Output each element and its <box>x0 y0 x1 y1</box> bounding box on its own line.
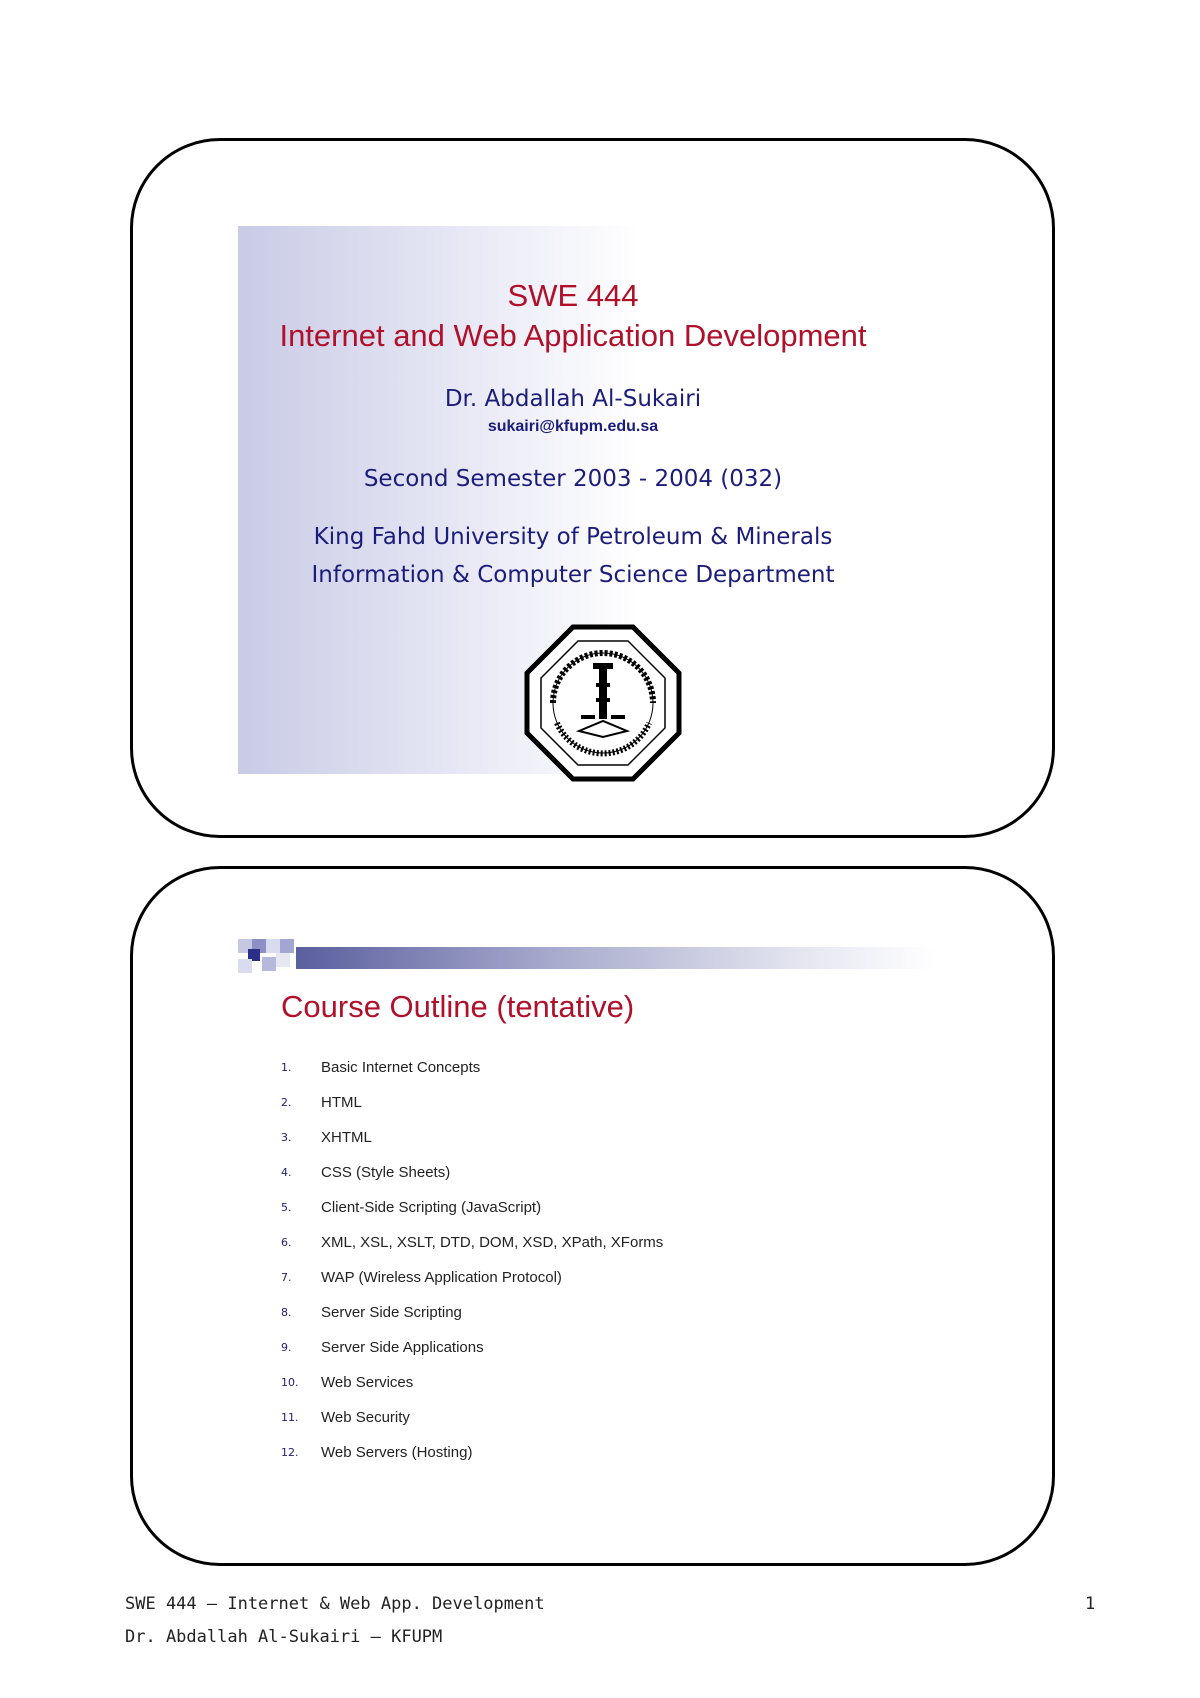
instructor-email: sukairi@kfupm.edu.sa <box>487 418 659 435</box>
slide-2-frame <box>130 866 1055 1566</box>
list-text: WAP (Wireless Application Protocol) <box>321 1269 562 1286</box>
list-text: Web Servers (Hosting) <box>321 1444 473 1461</box>
list-text: CSS (Style Sheets) <box>321 1164 451 1181</box>
list-number: 2. <box>281 1096 292 1109</box>
outline-title: Course Outline (tentative) <box>281 989 635 1024</box>
list-text: XHTML <box>321 1129 372 1146</box>
deco-square <box>280 939 294 953</box>
deco-square <box>276 953 290 967</box>
list-text: Server Side Applications <box>321 1339 484 1356</box>
list-number: 1. <box>281 1061 292 1074</box>
university-name: King Fahd University of Petroleum & Minerals <box>313 524 833 550</box>
semester: Second Semester 2003 - 2004 (032) <box>363 466 783 492</box>
list-number: 7. <box>281 1271 292 1284</box>
course-code: SWE 444 <box>507 278 639 313</box>
list-number: 11. <box>281 1411 299 1424</box>
list-text: XML, XSL, XSLT, DTD, DOM, XSD, XPath, XForms <box>321 1234 664 1251</box>
department-name: Information & Computer Science Department <box>311 562 835 588</box>
list-number: 6. <box>281 1236 292 1249</box>
list-number: 4. <box>281 1166 292 1179</box>
header-gradient-bar <box>296 947 936 969</box>
list-number: 12. <box>281 1446 299 1459</box>
list-number: 8. <box>281 1306 292 1319</box>
deco-square <box>238 959 252 973</box>
list-text: Basic Internet Concepts <box>321 1059 481 1076</box>
list-number: 3. <box>281 1131 292 1144</box>
course-name: Internet and Web Application Development <box>279 318 867 353</box>
page-number: 1 <box>1085 1594 1096 1614</box>
title-panel <box>238 226 908 774</box>
list-text: Server Side Scripting <box>321 1304 462 1321</box>
list-number: 5. <box>281 1201 292 1214</box>
slide-1-frame <box>130 138 1055 838</box>
list-text: HTML <box>321 1094 362 1111</box>
list-text: Web Services <box>321 1374 414 1391</box>
footer-author-line: Dr. Abdallah Al-Sukairi – KFUPM <box>125 1627 443 1647</box>
list-text: Web Security <box>321 1409 410 1426</box>
university-seal-icon <box>523 623 683 783</box>
footer-course-line: SWE 444 – Internet & Web App. Development <box>125 1594 545 1614</box>
deco-square <box>266 939 280 953</box>
instructor-name: Dr. Abdallah Al-Sukairi <box>444 386 702 412</box>
header-decoration <box>238 939 938 975</box>
list-number: 10. <box>281 1376 299 1389</box>
list-text: Client-Side Scripting (JavaScript) <box>321 1199 542 1216</box>
list-number: 9. <box>281 1341 292 1354</box>
deco-square <box>262 957 276 971</box>
